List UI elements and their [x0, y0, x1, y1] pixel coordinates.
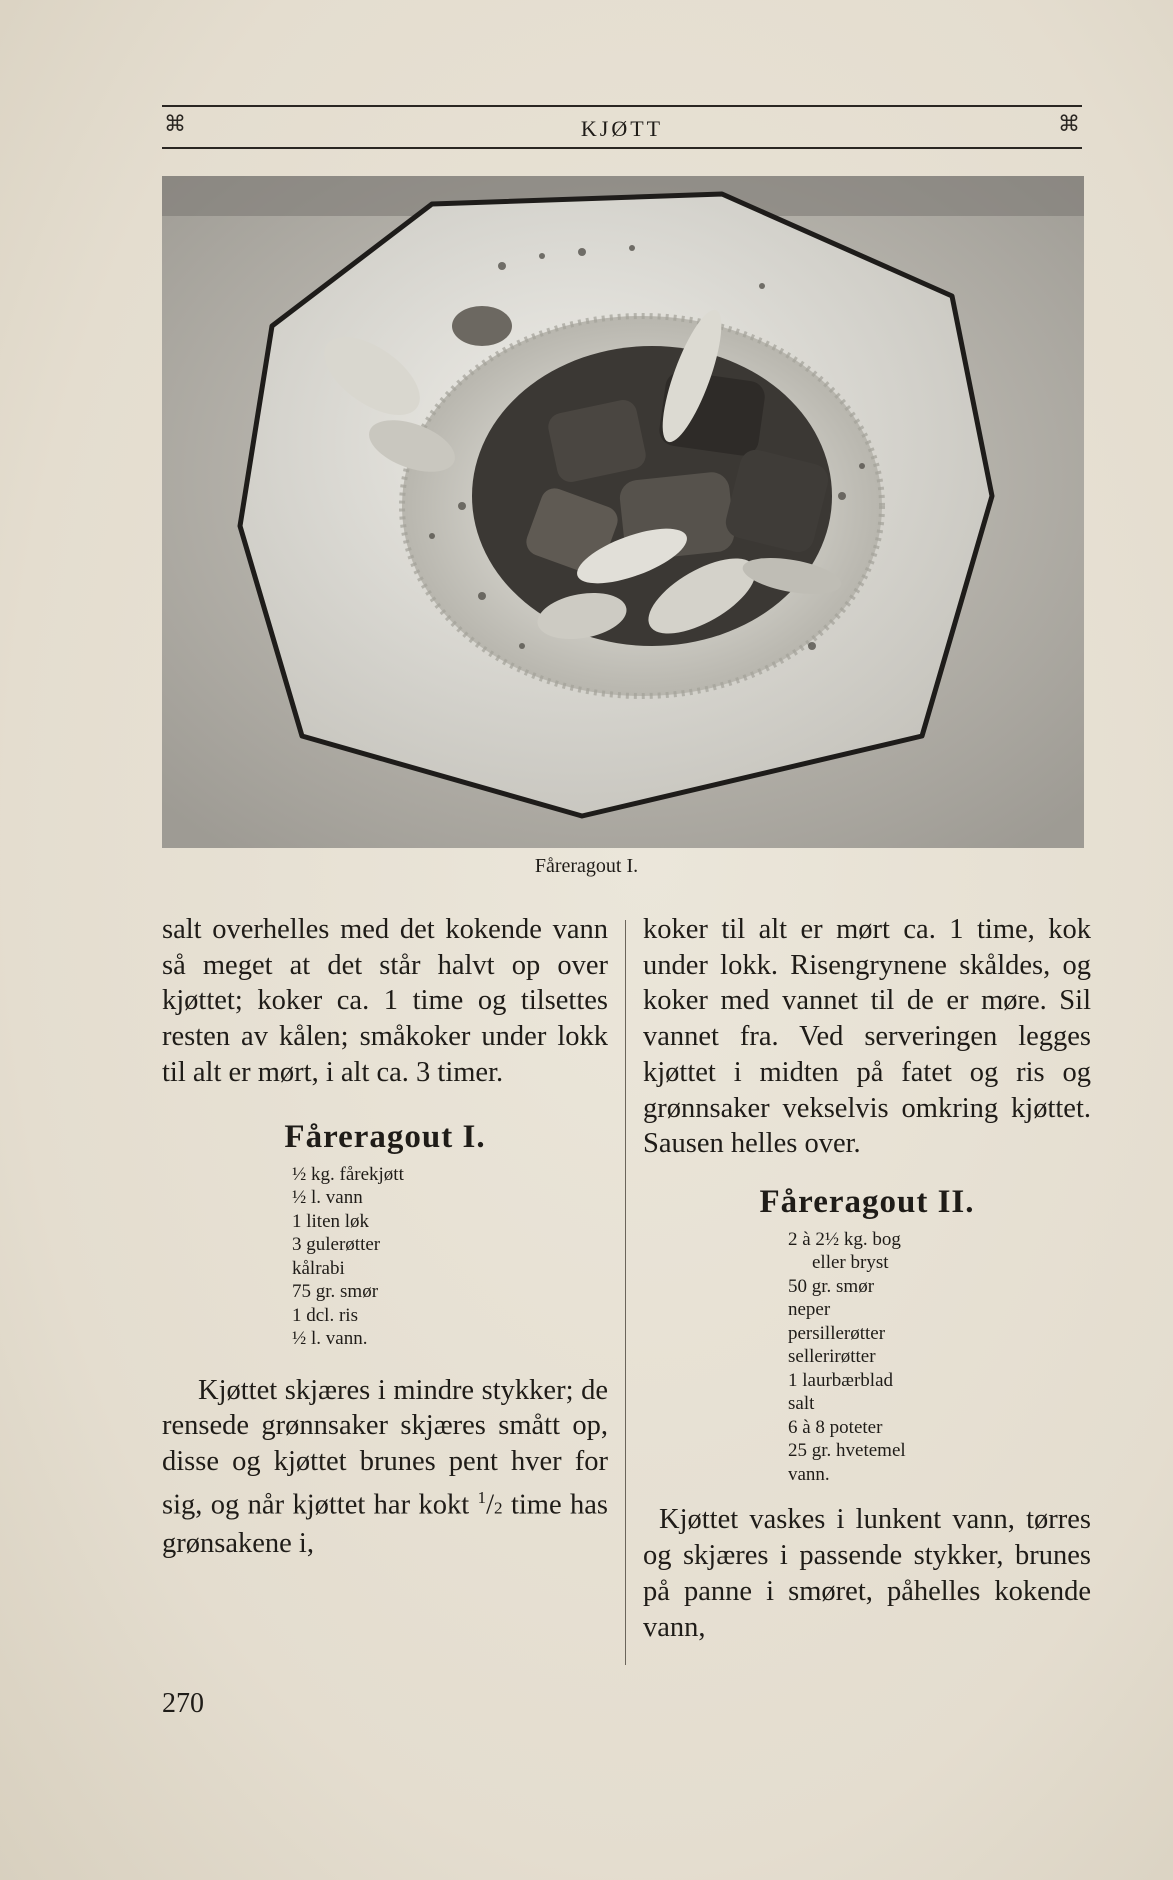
fraction-numerator: 1	[477, 1487, 487, 1507]
right-column	[643, 912, 1091, 1645]
left-column	[162, 912, 608, 1562]
ingredient-list	[292, 1163, 608, 1351]
column-divider	[625, 920, 626, 1665]
ingredient: neper	[788, 1299, 831, 1321]
ingredient: 3 gulerøtter	[292, 1234, 381, 1256]
recipe-method: Kjøttet skjæres i mindre stykker; de rensede grønnsaker skjæres smått op, disse og kjøttet brunes pent hver for sig, og når kjøttet har kokt $^1$/2 time has grønsakene i,	[162, 1374, 609, 1559]
running-header	[162, 105, 1082, 149]
chapter-title: KJØTT	[580, 116, 664, 141]
ingredient: ½ kg. fårekjøtt	[292, 1163, 404, 1185]
dish-photograph	[162, 176, 1084, 848]
ingredient: persillerøtter	[788, 1322, 886, 1344]
recipe-title: Fåreragout I.	[284, 1118, 486, 1155]
figure-caption: Fåreragout I.	[534, 855, 639, 877]
ingredient: 1 laurbærblad	[788, 1369, 894, 1391]
plate-illustration	[162, 176, 1084, 848]
ingredient: salt	[788, 1393, 815, 1415]
page-number: 270	[162, 1688, 204, 1719]
ingredient-list	[788, 1228, 1091, 1487]
ingredient: kålrabi	[292, 1257, 345, 1279]
fraction-denominator: 2	[494, 1498, 503, 1518]
ingredient: 25 gr. hvetemel	[788, 1440, 906, 1462]
ingredient: 75 gr. smør	[292, 1281, 379, 1303]
ingredient: eller bryst	[812, 1252, 889, 1274]
ingredient: 2 à 2½ kg. bog	[788, 1228, 901, 1250]
ingredient: 6 à 8 poteter	[788, 1416, 883, 1438]
method-text: time has grønsakene i,	[162, 1489, 609, 1559]
continued-text: koker til alt er mørt ca. 1 time, kok under lokk. Risengrynene skåldes, og koker med vannet til de er møre. Sil vannet fra. Ved serveringen legges kjøttet i midten på fatet og ris og grønnsaker vekselvis omkring kjøttet. Sausen helles over.	[643, 914, 1091, 1160]
ingredient: 1 dcl. ris	[292, 1304, 358, 1326]
ingredient: vann.	[788, 1463, 830, 1485]
ornament-icon: ⌘	[1058, 111, 1080, 136]
ingredient: sellerirøtter	[788, 1346, 876, 1368]
method-text: Kjøttet skjæres i mindre stykker; de rensede grønnsaker skjæres smått op, disse og kjøttet brunes pent hver for sig, og når kjøttet har kokt	[162, 1374, 608, 1521]
ornament-icon: ⌘	[164, 111, 186, 136]
recipe-title: Fåreragout II.	[759, 1183, 975, 1220]
continued-text: salt overhelles med det kokende vann så meget at det står halvt op over kjøttet; koker ca. 1 time og tilsettes resten av kålen; småkoker under lokk til alt er mørt, i alt ca. 3 timer.	[162, 914, 608, 1088]
ingredient: 50 gr. smør	[788, 1275, 875, 1297]
recipe-method: Kjøttet vaskes i lunkent vann, tørres og skjæres i passende stykker, brunes på panne i smøret, påhelles kokende vann,	[643, 1504, 1091, 1643]
ingredient: ½ l. vann.	[292, 1328, 368, 1350]
ingredient: 1 liten løk	[292, 1210, 370, 1232]
ingredient: ½ l. vann	[292, 1187, 363, 1209]
